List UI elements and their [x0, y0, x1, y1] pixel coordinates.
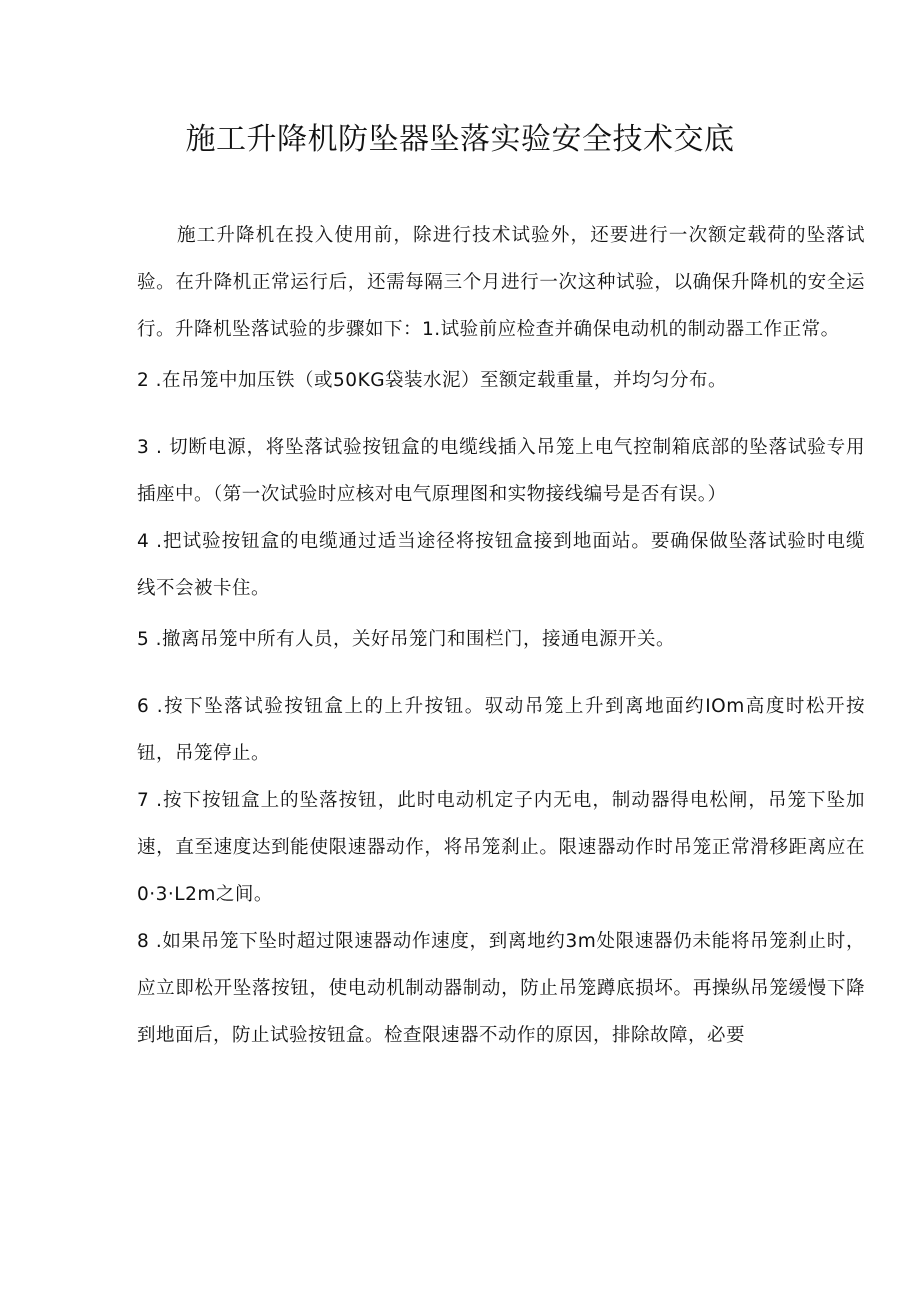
document-title: 施工升降机防坠器坠落实验安全技术交底 [185, 122, 735, 157]
paragraph-intro: 施工升降机在投入使用前，除进行技术试验外，还要进行一次额定载荷的坠落试验。在升降机正常运行后，还需每隔三个月进行一次这种试验，以确保升降机的安全运行。升降机坠落试验的步骤如下：1.试验前应检查并确保电动机的制动器工作正常。 [137, 225, 865, 340]
paragraph-step-3: 3 . 切断电源，将坠落试验按钮盒的电缆线插入吊笼上电气控制箱底部的坠落试验专用插座中。（第一次试验时应核对电气原理图和实物接线编号是否有误。） [137, 437, 865, 505]
paragraph-step-8: 8 .如果吊笼下坠时超过限速器动作速度，到离地约3m处限速器仍未能将吊笼刹止时，应立即松开坠落按钮，使电动机制动器制动，防止吊笼蹲底损坏。再操纵吊笼缓慢下降到地面后，防止试验按钮盒。检查限速器不动作的原因，排除故障，必要 [137, 931, 865, 1046]
paragraph-step-6: 6 .按下坠落试验按钮盒上的上升按钮。驭动吊笼上升到离地面约IOm高度时松开按钮，吊笼停止。 [137, 696, 865, 764]
paragraph-step-7: 7 .按下按钮盒上的坠落按钮，此时电动机定子内无电，制动器得电松闸，吊笼下坠加速，直至速度达到能使限速器动作，将吊笼刹止。限速器动作时吊笼正常滑移距离应在0·3·L2m之间。 [137, 790, 865, 905]
paragraph-step-5: 5 .撤离吊笼中所有人员，关好吊笼门和围栏门，接通电源开关。 [137, 629, 676, 650]
document-body [137, 212, 865, 1059]
paragraph-step-2: 2 .在吊笼中加压铁（或50KG袋装水泥）至额定载重量，并均匀分布。 [137, 370, 728, 391]
paragraph-step-4: 4 .把试验按钮盒的电缆通过适当途径将按钮盒接到地面站。要确保做坠落试验时电缆线不会被卡住。 [137, 531, 865, 599]
